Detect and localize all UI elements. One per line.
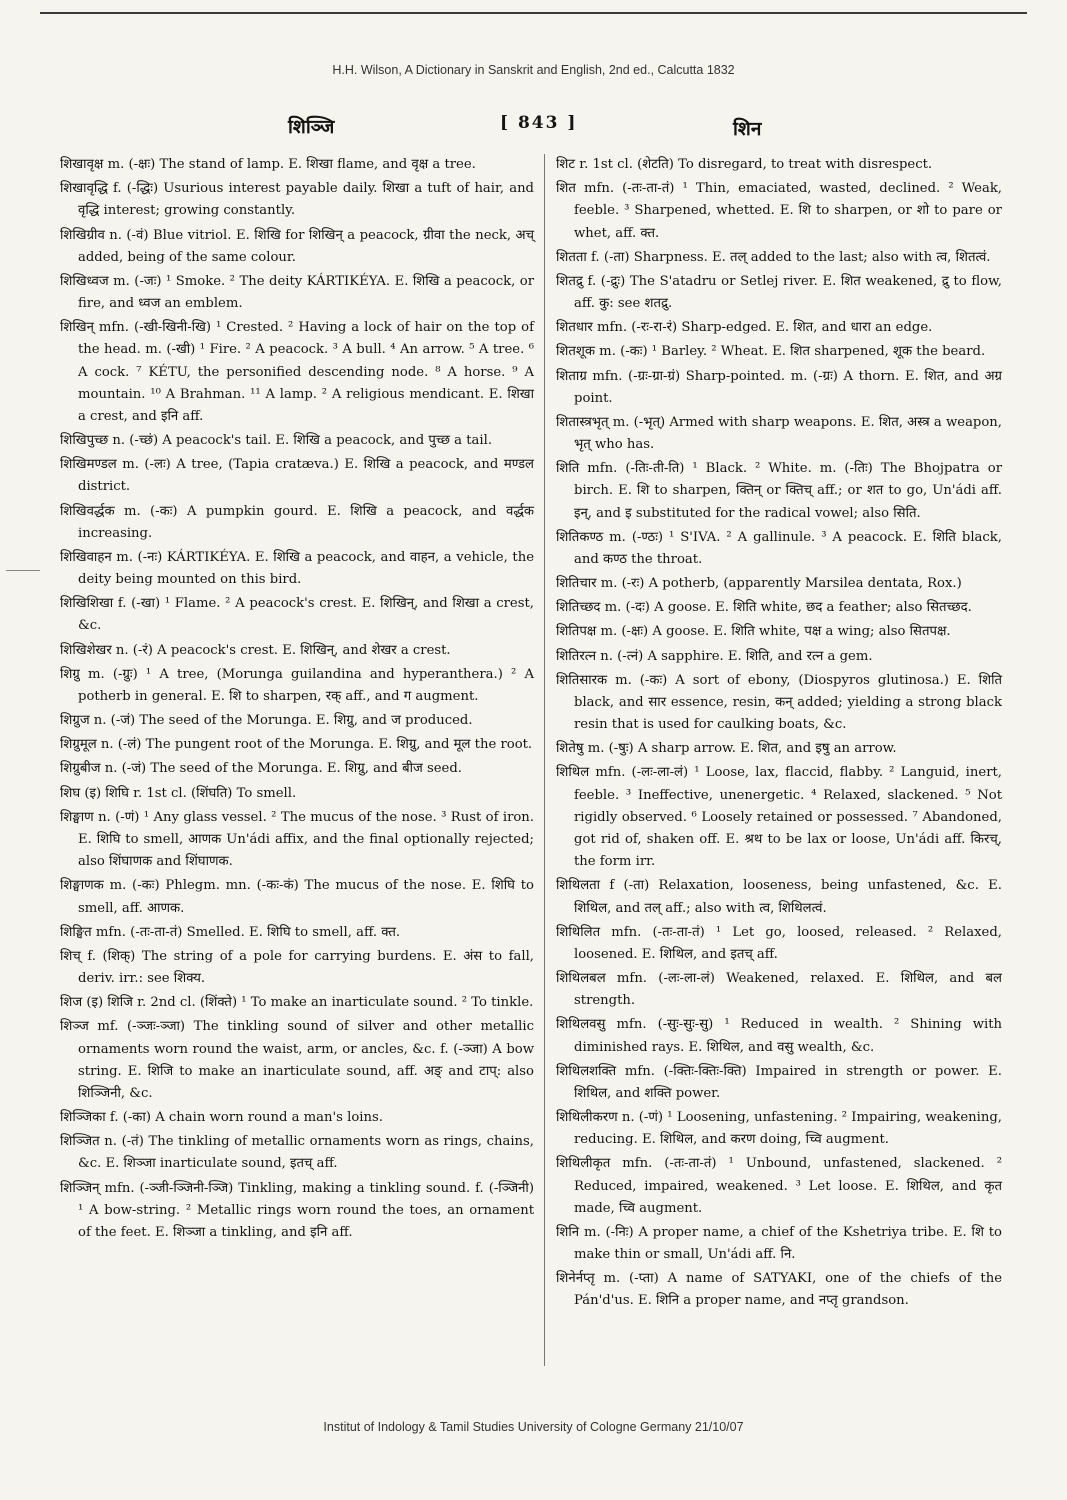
- dictionary-entry: शिग्रुज n. (-जं) The seed of the Morunga. E. शिग्रु, and ज produced.: [60, 713, 473, 729]
- column-divider: [544, 154, 545, 1366]
- dictionary-entry: शिथिलित mfn. (-तः-ता-तं) ¹ Let go, loosed, released. ² Relaxed, loosened. E. शिथिल, and इतच् aff.: [556, 924, 1002, 962]
- left-headword: शिञ्जि: [288, 116, 335, 138]
- dictionary-entry: शिनि m. (-निः) A proper name, a chief of the Kshetriya tribe. E. शि to make thin or small, Un'ádi aff. नि.: [556, 1224, 1002, 1263]
- dictionary-entry: शिखावृक्ष m. (-क्षः) The stand of lamp. E. शिखा flame, and वृक्ष a tree.: [60, 157, 476, 172]
- dictionary-entry: शिति mfn. (-तिः-ती-ति) ¹ Black. ² White. m. (-तिः) The Bhojpatra or birch. E. शि to sharpen, क्तिन् or क्तिच् aff.; or शत to go, Un'ádi aff. इन्, and इ substituted for the radical vowel; also सिति.: [556, 461, 1002, 521]
- dictionary-entry: शिज (इ) शिजि r. 2nd cl. (शिंक्ते) ¹ To make an inarticulate sound. ² To tinkle.: [60, 995, 534, 1011]
- dictionary-entry: शिथिलीकरण n. (-णं) ¹ Loosening, unfastening. ² Impairing, weakening, reducing. E. शिथिल, and करण doing, च्वि augment.: [556, 1110, 1002, 1148]
- dictionary-entry: शिघ (इ) शिघि r. 1st cl. (शिंघति) To smell.: [60, 785, 297, 801]
- dictionary-entry: शिथिलता f (-ता) Relaxation, looseness, being unfastened, &c. E. शिथिल, and तल् aff.; also with त्व, शिथिलत्वं.: [556, 878, 1002, 916]
- footer-credit: Institut of Indology & Tamil Studies University of Cologne Germany 21/10/07: [323, 1420, 744, 1434]
- dictionary-entry: शितिकण्ठ m. (-ण्ठः) ¹ S'IVA. ² A gallinule. ³ A peacock. E. शिति black, and कण्ठ the throat.: [556, 529, 1002, 567]
- dictionary-entry: शिखिपुच्छ n. (-च्छं) A peacock's tail. E. शिखि a peacock, and पुच्छ a tail.: [60, 433, 493, 449]
- dictionary-entry: शिञ्जिन् mfn. (-ञ्जी-ञ्जिनी-ञ्जि) Tinkling, making a tinkling sound. f. (-ञ्जिनी) ¹ A bow-string. ² Metallic rings worn round the toes, an ornament of the feet. E. शिञ्जा a tinkling, and इनि aff.: [60, 1180, 534, 1240]
- dictionary-entry: शितधार mfn. (-रः-रा-रं) Sharp-edged. E. शित, and धारा an edge.: [556, 320, 933, 336]
- dictionary-entry: शिग्रु m. (-ग्रुः) ¹ A tree, (Morunga guilandina and hyperanthera.) ² A potherb in general. E. शि to sharpen, रक् aff., and ग augment.: [60, 666, 534, 704]
- dictionary-entry: शितेषु m. (-षुः) A sharp arrow. E. शित, and इषु an arrow.: [556, 741, 897, 757]
- dictionary-entry: शिखिध्वज m. (-जः) ¹ Smoke. ² The deity KÁRTIKÉYA. E. शिखि a peacock, or fire, and ध्वज an emblem.: [60, 273, 534, 312]
- dictionary-entry: शितद्रु f. (-द्रुः) The S'atadru or Setlej river. E. शित weakened, द्रु to flow, aff. कु: see शतद्रु.: [556, 273, 1002, 312]
- dictionary-entry: शितिसारक m. (-कः) A sort of ebony, (Diospyros glutinosa.) E. शिति black, and सार essence, resin, कन् added; yielding a strong black resin that is used for caulking boats, &c.: [556, 672, 1002, 733]
- dictionary-entry: शिथिल mfn. (-लः-ला-लं) ¹ Loose, lax, flaccid, flabby. ² Languid, inert, feeble. ³ Ineffective, unenergetic. ⁴ Relaxed, slackened. ⁵ Not rigidly observed. ⁶ Loosely retained or possessed. ⁷ Abandoned, got rid of, shaken off. E. श्रथ to be lax or loose, Un'ádi aff. किरच्, the form irr.: [556, 765, 1002, 870]
- margin-mark: [6, 570, 40, 571]
- right-column: [556, 154, 1002, 1315]
- top-rule: [40, 12, 1027, 14]
- dictionary-entry: शितशूक m. (-कः) ¹ Barley. ² Wheat. E. शित sharpened, शूक the beard.: [556, 344, 986, 360]
- dictionary-entry: शितिचार m. (-रः) A potherb, (apparently Marsilea dentata, Rox.): [556, 576, 962, 592]
- dictionary-entry: शिखिमण्डल m. (-लः) A tree, (Tapia cratæva.) E. शिखि a peacock, and मण्डल district.: [60, 457, 534, 495]
- dictionary-entry: शितिपक्ष m. (-क्षः) A goose. E. शिति white, पक्ष a wing; also सितपक्ष.: [556, 624, 951, 640]
- dictionary-entry: शितता f. (-ता) Sharpness. E. तल् added to the last; also with त्व, शितत्वं.: [556, 249, 991, 265]
- source-citation: H.H. Wilson, A Dictionary in Sanskrit and English, 2nd ed., Calcutta 1832: [332, 63, 735, 77]
- dictionary-entry: शितिच्छद m. (-दः) A goose. E. शिति white, छद a feather; also सितच्छद.: [556, 600, 972, 616]
- dictionary-entry: शितिरत्न n. (-त्नं) A sapphire. E. शिति, and रत्न a gem.: [556, 648, 873, 664]
- dictionary-entry: शिग्रुमूल n. (-लं) The pungent root of the Morunga. E. शिग्रु, and मूल the root.: [60, 737, 533, 753]
- dictionary-entry: शितास्त्रभृत् m. (-भृत्) Armed with sharp weapons. E. शित, अस्त्र a weapon, भृत् who has.: [556, 414, 1002, 453]
- dictionary-entry: शिञ्जिका f. (-का) A chain worn round a man's loins.: [60, 1110, 383, 1126]
- dictionary-entry: शिखिशिखा f. (-खा) ¹ Flame. ² A peacock's crest. E. शिखिन्, and शिखा a crest, &c.: [60, 596, 534, 634]
- dictionary-entry: शिट r. 1st cl. (शेटति) To disregard, to treat with disrespect.: [556, 157, 933, 172]
- right-headword: शिन: [733, 118, 762, 140]
- dictionary-entry: शिङ्घित mfn. (-तः-ता-तं) Smelled. E. शिघि to smell, aff. क्त.: [60, 924, 401, 940]
- dictionary-entry: शिखिवाहन m. (-नः) KÁRTIKÉYA. E. शिखि a peacock, and वाहन, a vehicle, the deity being mounted on this bird.: [60, 549, 534, 588]
- dictionary-entry: शिच् f. (शिक्) The string of a pole for carrying burdens. E. अंस to fall, deriv. irr.: see शिक्य.: [60, 948, 534, 987]
- dictionary-entry: शिखिग्रीव n. (-वं) Blue vitriol. E. शिखि for शिखिन् a peacock, ग्रीवा the neck, अच् added, being of the same colour.: [60, 227, 534, 265]
- dictionary-entry: शिथिलशक्ति mfn. (-क्तिः-क्तिः-क्ति) Impaired in strength or power. E. शिथिल, and शक्ति power.: [556, 1063, 1002, 1101]
- dictionary-entry: शिखिवर्द्धक m. (-कः) A pumpkin gourd. E. शिखि a peacock, and वर्द्धक increasing.: [60, 503, 534, 541]
- dictionary-entry: शिखावृद्धि f. (-द्धिः) Usurious interest payable daily. शिखा a tuft of hair, and वृद्धि interest; growing constantly.: [60, 181, 534, 219]
- dictionary-entry: शिताग्र mfn. (-ग्रः-ग्रा-ग्रं) Sharp-pointed. m. (-ग्रः) A thorn. E. शित, and अग्र point.: [556, 368, 1002, 406]
- dictionary-entry: शिङ्घाण n. (-णं) ¹ Any glass vessel. ² The mucus of the nose. ³ Rust of iron. E. शिघि to smell, आणक Un'ádi affix, and the final optionally rejected; also शिंघाणक and शिंघाणक.: [60, 809, 534, 870]
- dictionary-entry: शित mfn. (-तः-ता-तं) ¹ Thin, emaciated, wasted, declined. ² Weak, feeble. ³ Sharpened, whetted. E. शि to sharpen, or शो to pare or whet, aff. क्त.: [556, 181, 1002, 241]
- page-number: [ 843 ]: [500, 113, 578, 133]
- dictionary-entry: शिनेर्नप्तृ m. (-प्ता) A name of SATYAKI, one of the chiefs of the Pán'd'us. E. शिनि a proper name, and नप्तृ grandson.: [556, 1271, 1002, 1309]
- dictionary-entry: शिथिलवसु mfn. (-सुः-सुः-सु) ¹ Reduced in wealth. ² Shining with diminished rays. E. शिथिल, and वसु wealth, &c.: [556, 1017, 1002, 1055]
- dictionary-entry: शिग्रुबीज n. (-जं) The seed of the Morunga. E. शिग्रु, and बीज seed.: [60, 761, 462, 777]
- dictionary-entry: शिञ्ज mf. (-ञ्जः-ञ्जा) The tinkling sound of silver and other metallic ornaments worn round the waist, arm, or ancles, &c. f. (-ञ्जा) A bow string. E. शिजि to make an inarticulate sound, aff. अङ् and टाप्: also शिञ्जिनी, &c.: [60, 1019, 534, 1101]
- dictionary-entry: शिङ्घाणक m. (-कः) Phlegm. mn. (-कः-कं) The mucus of the nose. E. शिघि to smell, aff. आणक.: [60, 878, 534, 916]
- dictionary-entry: शिखिशेखर n. (-रं) A peacock's crest. E. शिखिन्, and शेखर a crest.: [60, 642, 451, 658]
- left-column: [60, 154, 534, 1246]
- dictionary-entry: शिथिलबल mfn. (-लः-ला-लं) Weakened, relaxed. E. शिथिल, and बल strength.: [556, 971, 1002, 1009]
- dictionary-entry: शिथिलीकृत mfn. (-तः-ता-तं) ¹ Unbound, unfastened, slackened. ² Reduced, impaired, weakened. ³ Let loose. E. शिथिल, and कृत made, च्वि augment.: [556, 1156, 1002, 1216]
- dictionary-entry: शिखिन् mfn. (-खी-खिनी-खि) ¹ Crested. ² Having a lock of hair on the top of the head. m. (-खी) ¹ Fire. ² A peacock. ³ A bull. ⁴ An arrow. ⁵ A tree. ⁶ A cock. ⁷ KÉTU, the personified descending node. ⁸ A horse. ⁹ A mountain. ¹⁰ A Brahman. ¹¹ A lamp. ² A religious mendicant. E. शिखा a crest, and इनि aff.: [60, 320, 534, 424]
- dictionary-entry: शिञ्जित n. (-तं) The tinkling of metallic ornaments worn as rings, chains, &c. E. शिञ्जा inarticulate sound, इतच् aff.: [60, 1134, 534, 1172]
